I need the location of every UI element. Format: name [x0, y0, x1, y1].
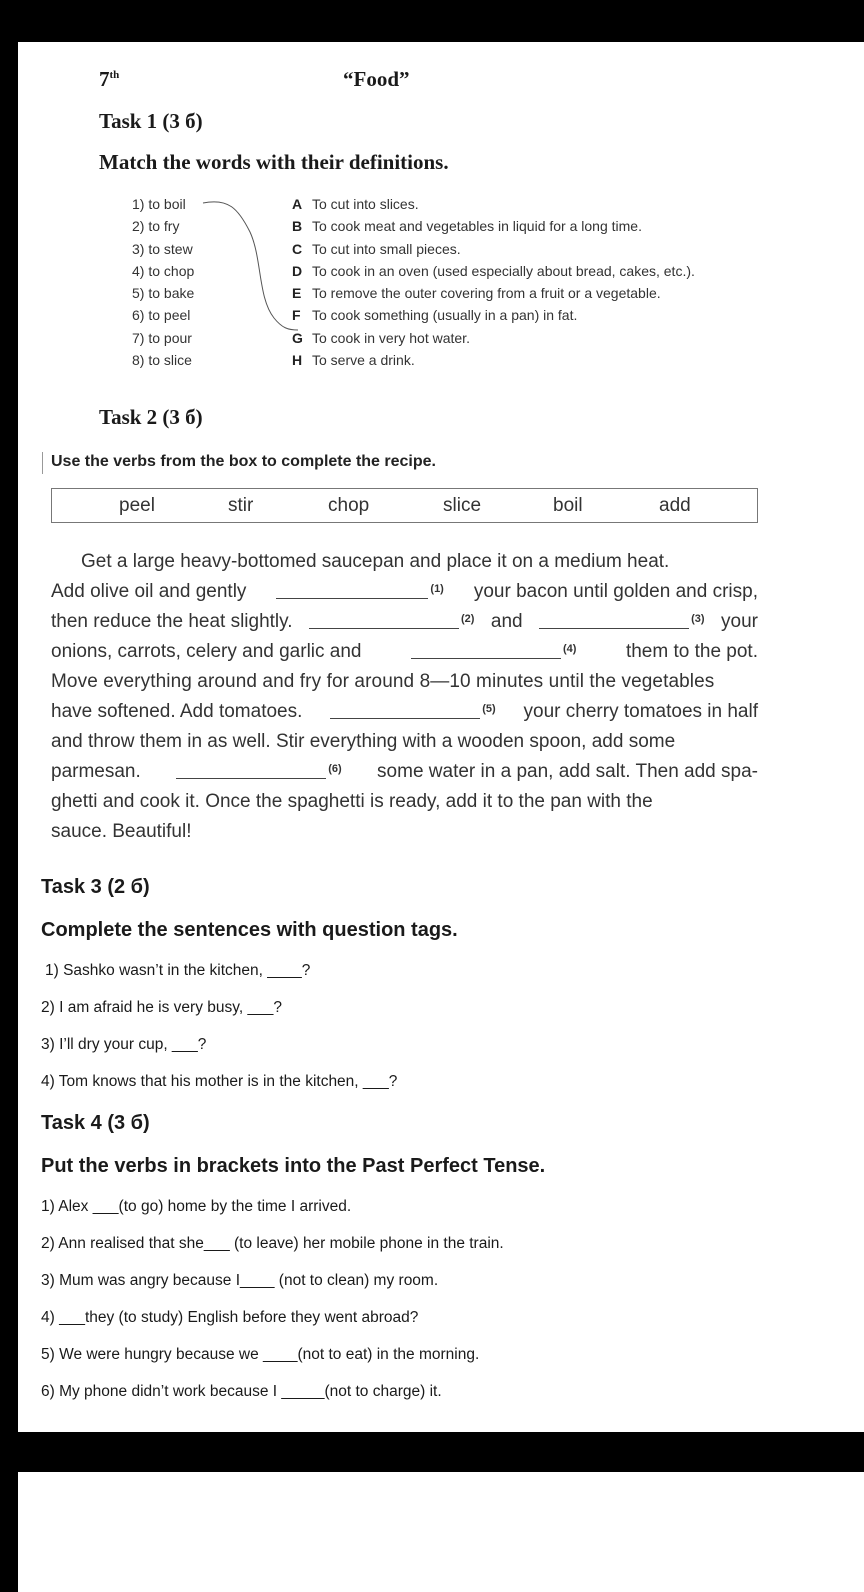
word-item: 4) to chop	[132, 262, 195, 279]
word-item: 2) to fry	[132, 218, 180, 235]
task4-item: 6) My phone didn’t work because I _____(not to charge) it.	[41, 1383, 442, 1400]
task3-item: 1) Sashko wasn’t in the kitchen, ____?	[45, 962, 311, 979]
task4-item: 4) ___they (to study) English before they went abroad?	[41, 1309, 419, 1326]
verb-item: peel	[119, 495, 155, 516]
task3-instruction: Complete the sentences with question tags.	[41, 919, 458, 941]
definition-item: B To cook meat and vegetables in liquid for a long time.	[292, 218, 642, 235]
word-item: 1) to boil	[132, 196, 186, 212]
verb-box	[51, 488, 758, 523]
task1-definition-list	[292, 193, 695, 371]
match-connector-line	[200, 196, 300, 341]
word-item: 6) to peel	[132, 307, 191, 324]
task1-heading: Task 1 (3 б)	[99, 109, 203, 133]
verb-item: chop	[328, 495, 370, 516]
verb-item: add	[659, 495, 691, 516]
word-item: 5) to bake	[132, 285, 195, 302]
left-black-band-lower	[0, 1472, 18, 1592]
recipe-line: Add olive oil and gently $^{(1)}$ your bacon until golden and crisp,	[51, 577, 758, 607]
recipe-line: sauce. Beautiful!	[51, 821, 192, 842]
word-item: 8) to slice	[132, 352, 192, 369]
bottom-black-band	[0, 1432, 864, 1472]
task3-heading: Task 3 (2 б)	[41, 876, 150, 898]
task3-item: 3) I’ll dry your cup, ___?	[41, 1036, 207, 1053]
task1-instruction: Match the words with their definitions.	[99, 150, 449, 174]
recipe-line: and throw them in as well. Stir everything with a wooden spoon, add some	[51, 731, 676, 752]
verb-item: boil	[553, 495, 583, 516]
task2-instruction: Use the verbs from the box to complete the recipe.	[51, 453, 436, 470]
recipe-line: ghetti and cook it. Once the spaghetti is ready, add it to the pan with the	[51, 791, 653, 812]
definition-item: C To cut into small pieces.	[292, 240, 461, 257]
recipe-line: Get a large heavy-bottomed saucepan and place it on a medium heat.	[81, 551, 670, 572]
task4-heading: Task 4 (3 б)	[41, 1112, 150, 1134]
left-black-band	[0, 42, 18, 1432]
task1-word-list	[132, 193, 194, 371]
definition-item: F To cook something (usually in a pan) in fat.	[292, 307, 578, 324]
grade-label: 7th	[99, 67, 120, 91]
task4-item: 3) Mum was angry because I____ (not to clean) my room.	[41, 1272, 439, 1289]
definition-item: G To cook in very hot water.	[292, 329, 470, 346]
definition-item: H To serve a drink.	[292, 352, 415, 369]
task4-item: 2) Ann realised that she___ (to leave) her mobile phone in the train.	[41, 1235, 504, 1252]
word-item: 7) to pour	[132, 329, 192, 346]
definition-item: D To cook in an oven (used especially about bread, cakes, etc.).	[292, 262, 695, 279]
gap-blank	[539, 607, 689, 629]
definition-item: A To cut into slices.	[292, 196, 419, 212]
verb-item: slice	[443, 495, 482, 516]
task2-instruction-rule	[42, 452, 43, 474]
task4-item: 5) We were hungry because we ____(not to eat) in the morning.	[41, 1346, 480, 1363]
recipe-line: onions, carrots, celery and garlic and $^{(4)}$ them to the pot.	[51, 637, 758, 667]
gap-blank	[330, 697, 480, 719]
recipe-text	[51, 547, 758, 847]
task3-item: 4) Tom knows that his mother is in the kitchen, ___?	[41, 1073, 398, 1090]
gap-blank	[411, 637, 561, 659]
recipe-line: then reduce the heat slightly. $^{(2)}$ and $^{(3)}$ your	[51, 607, 758, 637]
worksheet-title: “Food”	[343, 67, 410, 91]
task2-heading: Task 2 (3 б)	[99, 405, 203, 429]
gap-blank	[309, 607, 459, 629]
task4-item: 1) Alex ___(to go) home by the time I arrived.	[41, 1198, 352, 1215]
word-item: 3) to stew	[132, 240, 193, 257]
recipe-line: have softened. Add tomatoes. $^{(5)}$ your cherry tomatoes in half	[51, 697, 758, 727]
task3-item: 2) I am afraid he is very busy, ___?	[41, 999, 282, 1016]
definition-item: E To remove the outer covering from a fruit or a vegetable.	[292, 285, 661, 302]
task4-instruction: Put the verbs in brackets into the Past Perfect Tense.	[41, 1155, 546, 1177]
top-black-band	[0, 0, 864, 42]
verb-item: stir	[228, 495, 254, 516]
recipe-line: parmesan. $^{(6)}$ some water in a pan, add salt. Then add spa-	[51, 757, 758, 787]
recipe-line: Move everything around and fry for around 8—10 minutes until the vegetables	[51, 671, 715, 692]
gap-blank	[276, 577, 428, 599]
gap-blank	[176, 757, 326, 779]
